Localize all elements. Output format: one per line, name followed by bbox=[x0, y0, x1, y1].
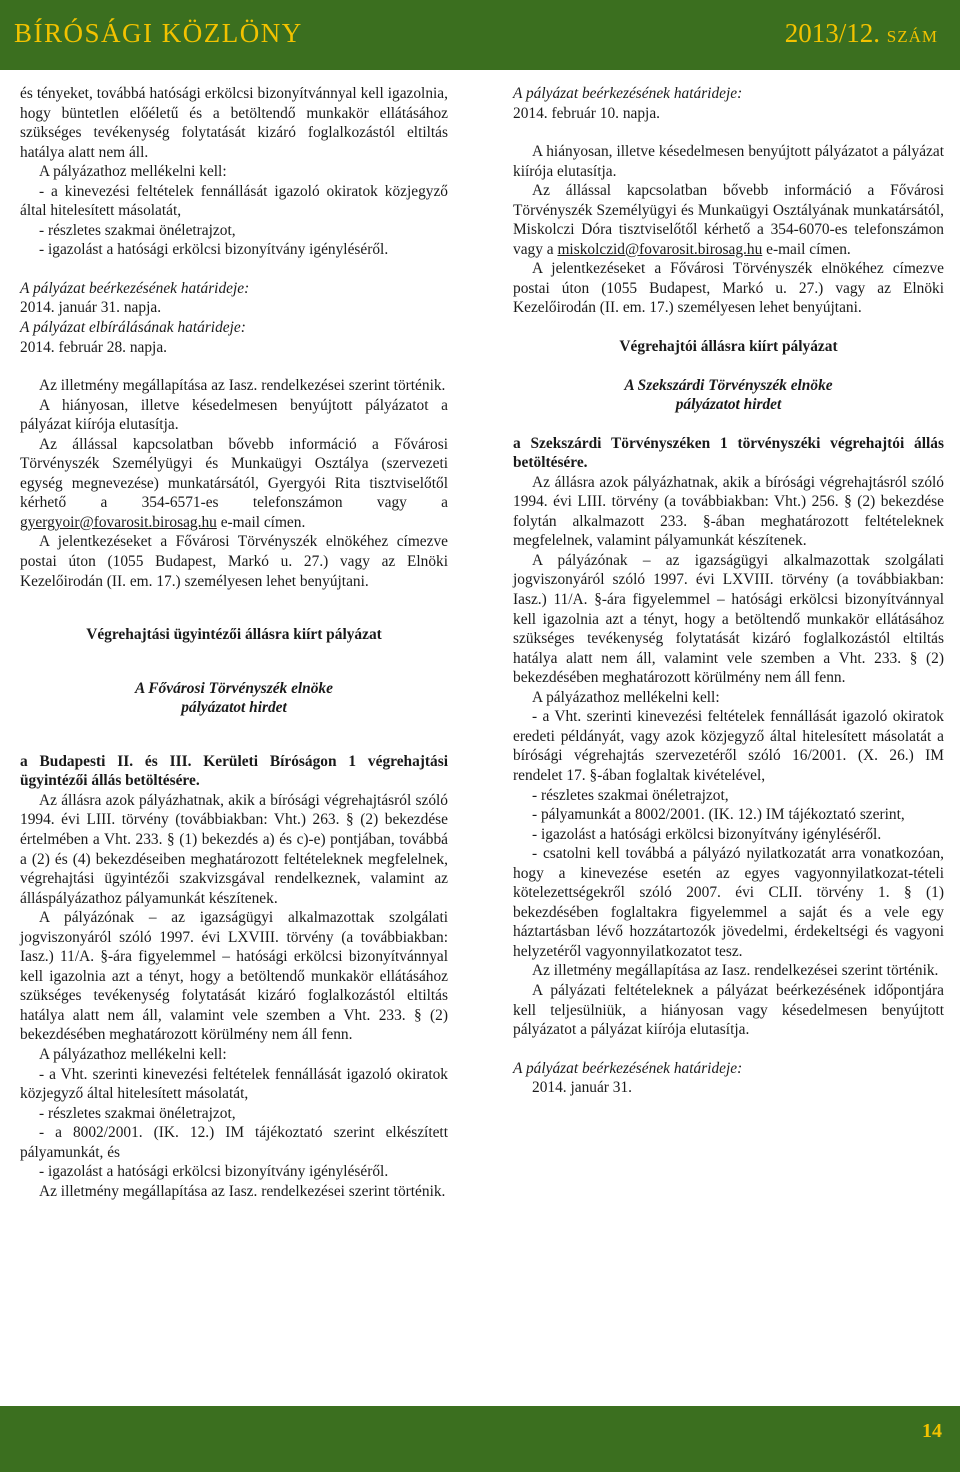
paragraph: Az állással kapcsolatban bővebb információ a Fővárosi Törvényszék Személyügyi és Munkaügyi Osztályának munkatársától, Miskolczi Dóra tisztviselőtől kérhető a 354-6070-es telefonszámon vagy a miskolczid@fovarosit.birosag.hu e-mail címen. bbox=[513, 182, 944, 258]
paragraph: A jelentkezéseket a Fővárosi Törvényszék elnökéhez címezve postai úton (1055 Budapest, Markó u. 27.) vagy az Elnöki Kezelőirodán (II. em. 17.) személyesen lehet benyújtani. bbox=[20, 533, 448, 590]
page-number: 14 bbox=[922, 1420, 942, 1442]
list-item: - a kinevezési feltételek fennállását igazoló okiratok közjegyző által hitelesített másolatát, bbox=[20, 182, 448, 220]
list-item: - a Vht. szerinti kinevezési feltételek fennállását igazoló okiratok közjegyző által hitelesített másolatát, bbox=[20, 1065, 448, 1103]
paragraph: A hiányosan, illetve késedelmesen benyújtott pályázatot a pályázat kiírója elutasítja. bbox=[20, 396, 448, 434]
issue-year: 2013/12. bbox=[784, 18, 881, 48]
deadline-value: 2014. február 10. napja. bbox=[513, 104, 661, 122]
paragraph: A pályázathoz mellékelni kell: bbox=[39, 163, 227, 181]
page-footer bbox=[0, 1406, 960, 1472]
judgement-deadline-value: 2014. február 28. napja. bbox=[20, 338, 168, 356]
list-item: - igazolást a hatósági erkölcsi bizonyítvány igényléséről. bbox=[39, 1163, 389, 1181]
deadline-label: A pályázat beérkezésének határideje: bbox=[513, 1059, 743, 1077]
list-item: - igazolást a hatósági erkölcsi bizonyítvány igényléséről. bbox=[39, 241, 389, 259]
deadline-value: 2014. január 31. bbox=[532, 1079, 633, 1097]
paragraph: Az állásra azok pályázhatnak, akik a bírósági végrehajtásról szóló 1994. évi LIII. törvény (a továbbiakban: Vht.) 256. § (2) bekezdése folytán alkalmazott 233. §-ában meghatározott feltételeknek megfelelnek, valamint pályamunkát készítenek. bbox=[513, 473, 944, 550]
issuer-line: pályázatot hirdet bbox=[181, 699, 287, 717]
paragraph: A jelentkezéseket a Fővárosi Törvényszék elnökéhez címezve postai úton (1055 Budapest, Markó u. 27.) vagy az Elnöki Kezelőirodán (II. em. 17.) személyesen lehet benyújtani. bbox=[513, 260, 944, 317]
list-item: - a 8002/2001. (IK. 12.) IM tájékoztató szerint elkészített pályamunkát, és bbox=[20, 1124, 448, 1161]
paragraph: Az illetmény megállapítása az Iasz. rendelkezései szerint történik. bbox=[39, 377, 446, 395]
paragraph: A pályázathoz mellékelni kell: bbox=[39, 1045, 227, 1063]
paragraph: Az állással kapcsolatban bővebb információ a Fővárosi Törvényszék Személyügyi és Munkaügyi Osztálya (szervezeti egység megnevezése) munkatársától, Gyergyói Rita tisztviselőtől kérhető a 354-6571-es telefonszámon vagy a gyergyoir@fovarosit.birosag.hu e-mail címen. bbox=[20, 435, 448, 531]
journal-title: BÍRÓSÁGI KÖZLÖNY bbox=[14, 18, 303, 48]
section-title: Végrehajtási ügyintézői állásra kiírt pályázat bbox=[86, 626, 382, 644]
email-link[interactable]: gyergyoir@fovarosit.birosag.hu bbox=[20, 513, 217, 531]
issuer-line: A Fővárosi Törvényszék elnöke bbox=[135, 679, 333, 697]
right-column bbox=[513, 84, 944, 1098]
judgement-deadline-label: A pályázat elbírálásának határideje: bbox=[20, 319, 246, 337]
list-item: - csatolni kell továbbá a pályázó nyilatkozatát arra vonatkozóan, hogy a kinevezése esetén az egyes vagyonnyilatkozat-tételi kötelezettségekről szóló 2007. évi CLII. törvény 1. § (1) bekezdésében foglaltakra figyelemmel a saját és a vele egy háztartásban lévő hozzátartozók jövedelmi, érdekeltségi és vagyoni helyzetéről vagyonnyilatkozatot tesz. bbox=[513, 845, 944, 960]
paragraph: Az illetmény megállapítása az Iasz. rendelkezései szerint történik. bbox=[532, 962, 939, 980]
paragraph: A hiányosan, illetve késedelmesen benyújtott pályázatot a pályázat kiírója elutasítja. bbox=[513, 143, 944, 180]
issue-number bbox=[785, 18, 938, 49]
paragraph: és tényeket, továbbá hatósági erkölcsi bizonyítvánnyal kell igazolnia, hogy büntetlen előéletű és a betöltendő munkakör ellátásához szükséges tevékenység folytatását kizáró foglalkozástól eltiltás hatálya alatt nem áll. bbox=[20, 85, 448, 161]
issuer-line: A Szekszárdi Törvényszék elnöke bbox=[624, 376, 833, 394]
position-title: a Szekszárdi Törvényszéken 1 törvényszéki végrehajtói állás betöltésére. bbox=[513, 434, 944, 472]
paragraph: Az illetmény megállapítása az Iasz. rendelkezései szerint történik. bbox=[39, 1182, 446, 1200]
paragraph: A pályázónak – az igazságügyi alkalmazottak szolgálati jogviszonyáról szóló 1997. évi LXVIII. törvény (a továbbiakban: Iasz.) 11/A. §-ára figyelemmel – hatósági erkölcsi bizonyítvánnyal kell igazolnia azt a tényt, hogy a betöltendő munkakör ellátásához szükséges tevékenység folytatását kizáró foglalkozástól eltiltás hatálya alatt nem áll, valamint vele szemben a Vht. 233. § (2) bekezdésében meghatározott körülmény nem áll fenn. bbox=[513, 551, 944, 687]
deadline-value: 2014. január 31. napja. bbox=[20, 299, 162, 317]
issue-word: SZÁM bbox=[886, 27, 938, 46]
paragraph: A pályázónak – az igazságügyi alkalmazottak szolgálati jogviszonyáról szóló 1997. évi LXVIII. törvény (a továbbiakban: Iasz.) 11/A. §-ára figyelemmel – hatósági erkölcsi bizonyítvánnyal kell igazolnia azt a tényt, hogy a betöltendő munkakör ellátásához szükséges tevékenység folytatását kizáró foglalkozástól eltiltás hatálya alatt nem áll, valamint vele szemben a Vht. 233. § (2) bekezdésében meghatározott körülmény nem áll fenn. bbox=[20, 909, 448, 1044]
email-link[interactable]: miskolczid@fovarosit.birosag.hu bbox=[557, 240, 763, 258]
issuer-line: pályázatot hirdet bbox=[675, 396, 782, 414]
paragraph: Az állásra azok pályázhatnak, akik a bírósági végrehajtásról szóló 1994. évi LIII. törvény (továbbiakban: Vht.) 263. § (2) bekezdése értelmében a Vht. 233. § (1) bekezdés a) és c)-e) pontjában, továbbá a (2) és (4) bekezdéseiben meghatározott feltételeknek megfelelnek, végrehajtási ügyintézői szakvizsgával rendelkeznek, valamint az álláspályázathoz pályamunkát készítenek. bbox=[20, 791, 448, 907]
section-title: Végrehajtói állásra kiírt pályázat bbox=[619, 338, 838, 356]
deadline-label: A pályázat beérkezésének határideje: bbox=[20, 279, 250, 297]
list-item: - részletes szakmai önéletrajzot, bbox=[39, 221, 236, 239]
paragraph: A pályázati feltételeknek a pályázat beérkezésének időpontjára kell teljesülniük, a hiányosan vagy késedelmesen benyújtott pályázatot a pályázat kiírója elutasítja. bbox=[513, 981, 944, 1039]
list-item: - részletes szakmai önéletrajzot, bbox=[532, 786, 729, 804]
list-item: - igazolást a hatósági erkölcsi bizonyítvány igényléséről. bbox=[532, 825, 882, 843]
page-header bbox=[0, 0, 960, 70]
position-title: a Budapesti II. és III. Kerületi Bíróságon 1 végrehajtási ügyintézői állás betöltésére. bbox=[20, 752, 448, 790]
left-column bbox=[20, 84, 448, 1201]
list-item: - részletes szakmai önéletrajzot, bbox=[39, 1104, 236, 1122]
paragraph: A pályázathoz mellékelni kell: bbox=[532, 688, 720, 706]
list-item: - pályamunkát a 8002/2001. (IK. 12.) IM tájékoztató szerint, bbox=[532, 806, 905, 824]
list-item: - a Vht. szerinti kinevezési feltételek fennállását igazoló okiratok eredeti példányát, vagy azok közjegyző által hitelesített másolatát a bírósági végrehajtás szervezetéről szóló 16/2001. (X. 26.) IM rendelet 17. §-ában foglaltak kivételével, bbox=[513, 708, 944, 784]
deadline-label: A pályázat beérkezésének határideje: bbox=[513, 85, 743, 102]
